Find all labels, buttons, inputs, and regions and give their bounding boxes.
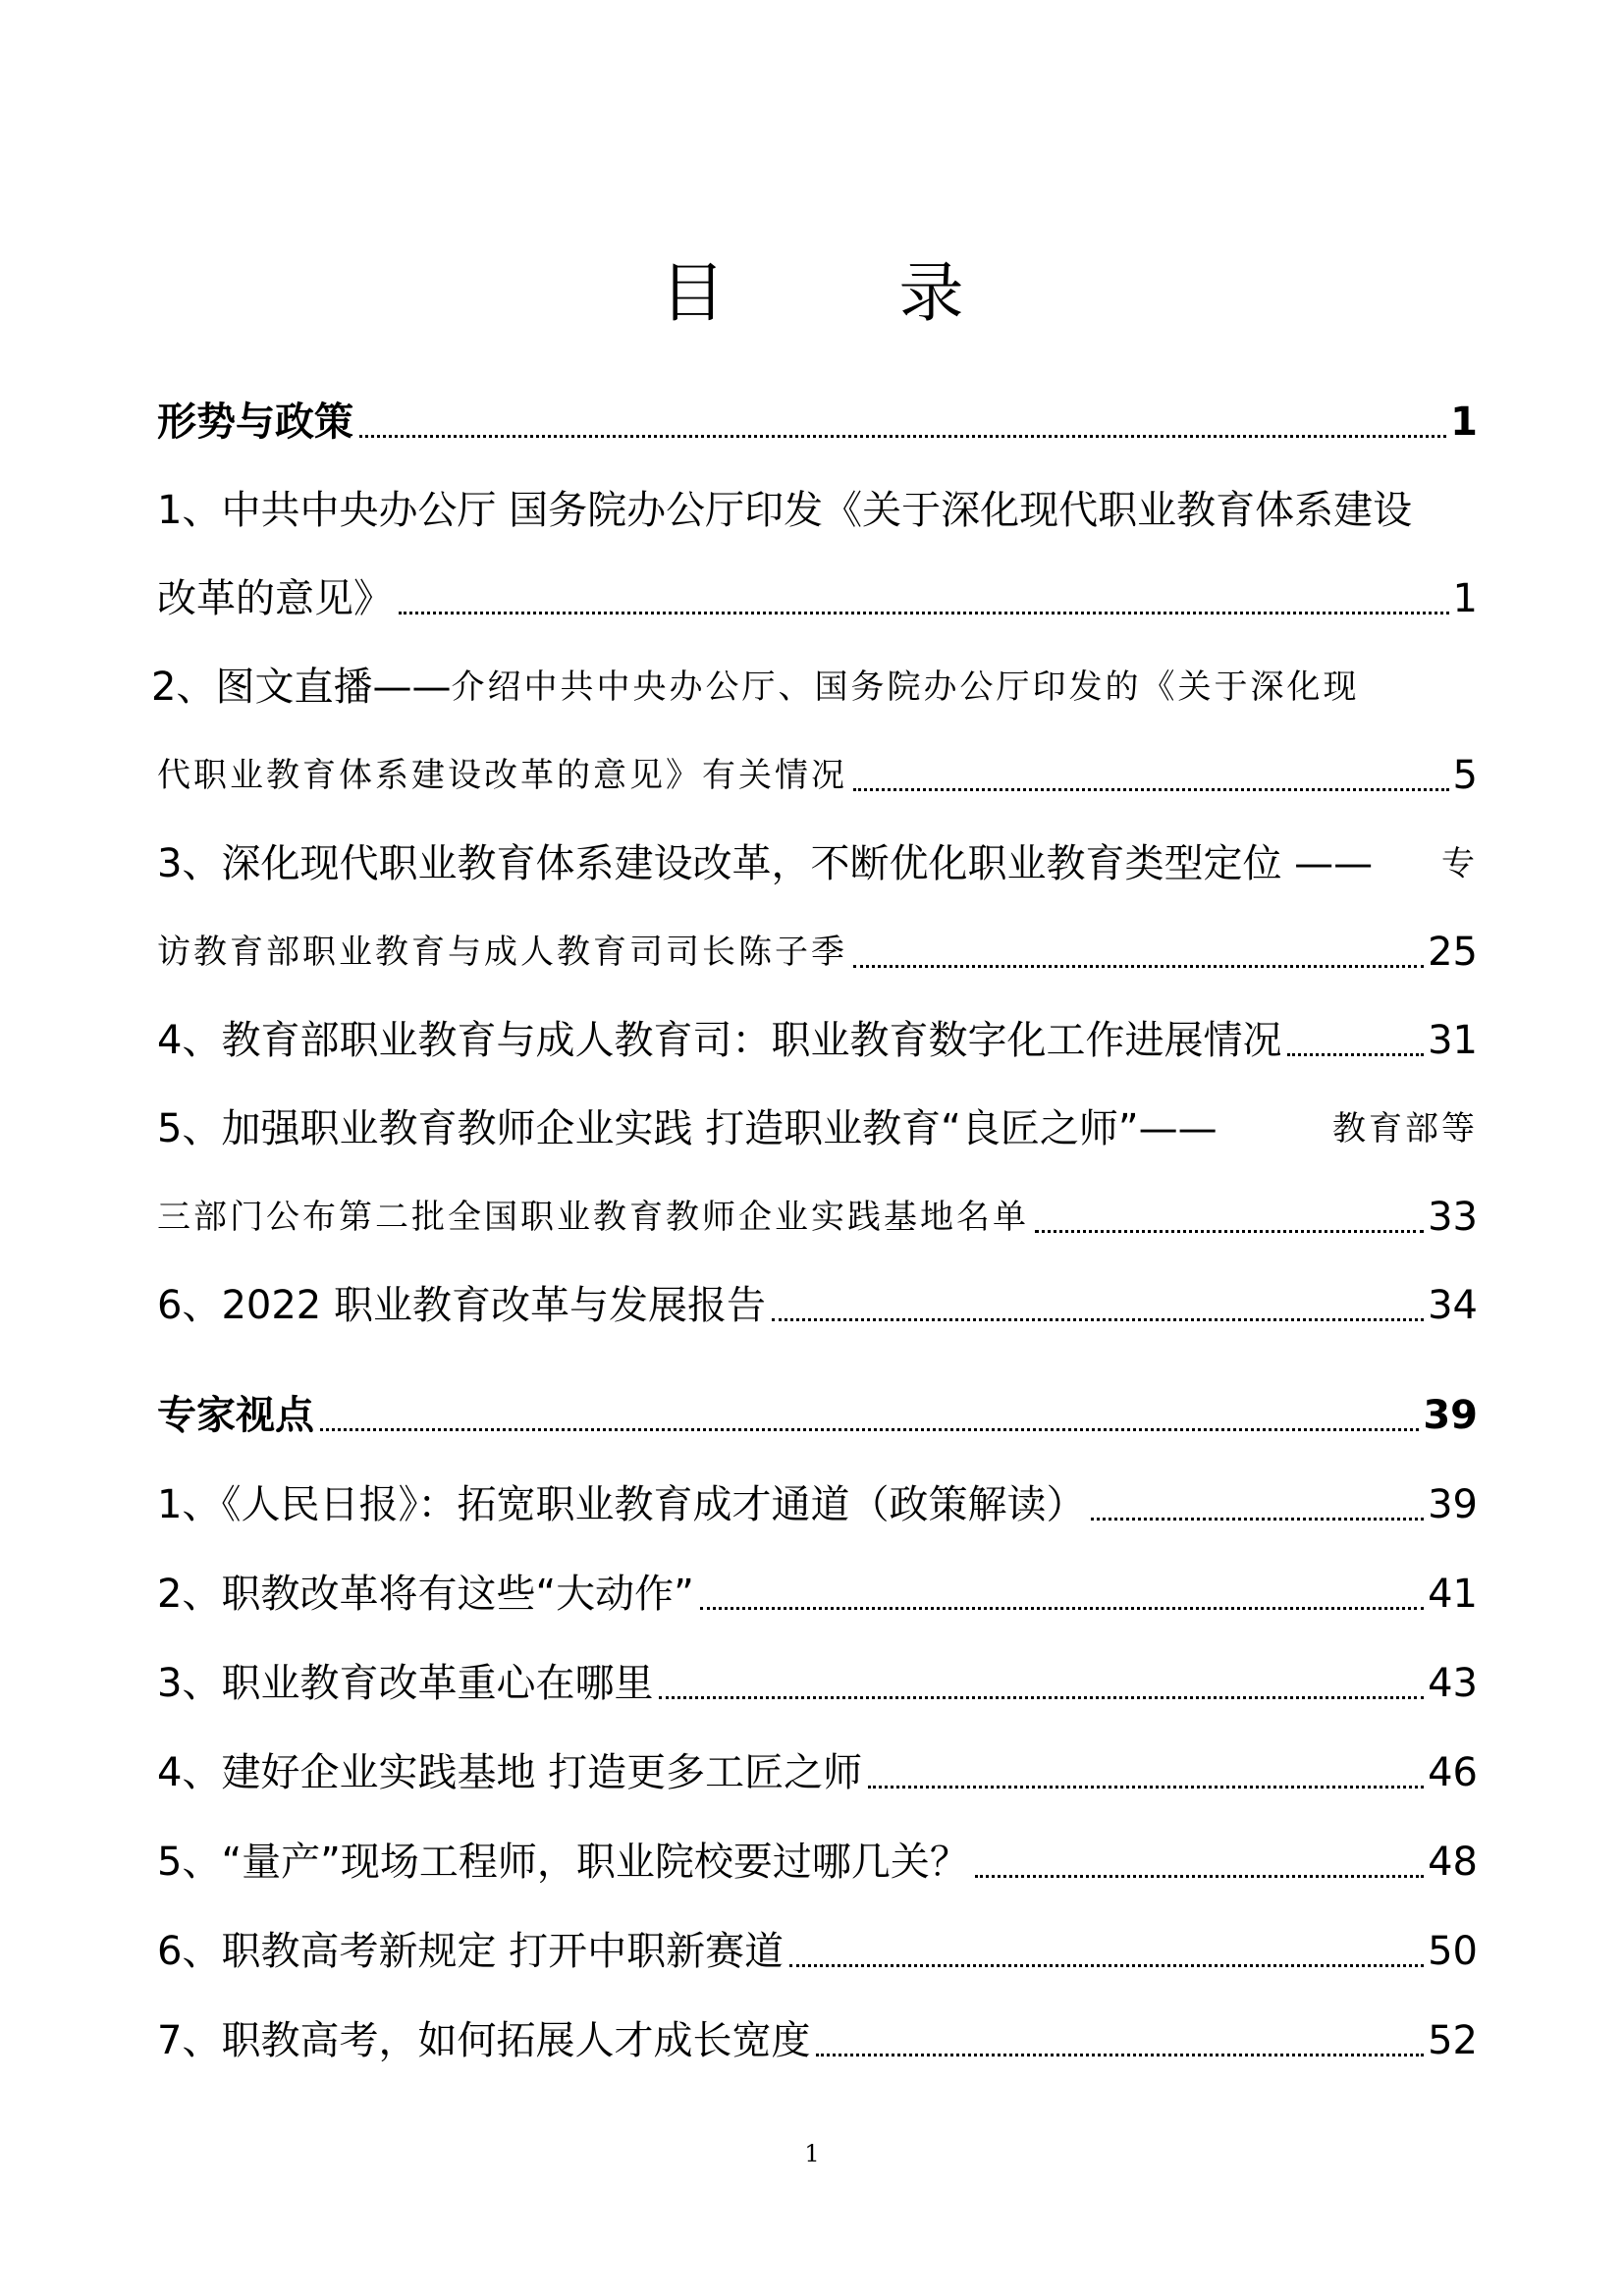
toc-section-heading[interactable] [157, 393, 1478, 452]
toc-leader [320, 1428, 1419, 1431]
toc-section-title: 形势与政策 [157, 400, 353, 445]
toc-page-number: 50 [1428, 1929, 1478, 1974]
toc-page-number: 33 [1428, 1195, 1478, 1240]
toc-entry-text: 5、加强职业教育教师企业实践 打造职业教育“良匠之师”—— [157, 1106, 1218, 1151]
toc-leader [1287, 1053, 1424, 1056]
toc-page-number: 43 [1428, 1661, 1478, 1706]
toc-page-number: 48 [1428, 1840, 1478, 1885]
toc-entry-subtitle: 教育部等 [1332, 1109, 1478, 1148]
toc-entry-text: 3、职业教育改革重心在哪里 [157, 1661, 654, 1706]
page-title: 目 录 [660, 255, 1041, 331]
toc-entry-line[interactable] [157, 1276, 1478, 1335]
toc-section-title: 专家视点 [157, 1393, 314, 1438]
toc-entry-subtitle: 访教育部职业教育与成人教育司司长陈子季 [157, 933, 847, 972]
toc-entry-text: 4、建好企业实践基地 打造更多工匠之师 [157, 1750, 863, 1795]
toc-entry-line[interactable] [157, 1922, 1478, 1981]
toc-entry-line[interactable] [157, 834, 1478, 893]
toc-entry-line[interactable] [157, 2011, 1478, 2070]
toc-entry-subtitle: 专 [1441, 844, 1478, 883]
toc-entry-text: 3、深化现代职业教育体系建设改革，不断优化职业教育类型定位 —— [157, 841, 1374, 886]
toc-page-number: 39 [1428, 1482, 1478, 1527]
toc-entry-line[interactable] [157, 1565, 1478, 1624]
toc-page-number: 25 [1428, 930, 1478, 975]
toc-leader [868, 1786, 1424, 1789]
toc-page-number: 39 [1423, 1393, 1478, 1438]
toc-leader [1035, 1230, 1424, 1233]
toc-page-number: 1 [1450, 400, 1478, 445]
toc-leader [700, 1607, 1424, 1610]
toc-leader [816, 2054, 1424, 2056]
toc-entry-text: 7、职教高考，如何拓展人才成长宽度 [157, 2018, 811, 2063]
toc-leader [853, 965, 1424, 968]
toc-entry-subtitle: 介绍中共中央办公厅、国务院办公厅印发的《关于深化现 [451, 667, 1360, 707]
toc-entry-subtitle: 代职业教育体系建设改革的意见》有关情况 [157, 756, 847, 795]
toc-entry-line[interactable] [157, 1188, 1478, 1247]
toc-entry-line[interactable] [157, 1475, 1478, 1534]
toc-page-number: 31 [1428, 1018, 1478, 1063]
toc-page-number: 34 [1428, 1283, 1478, 1328]
toc-entry-text: 4、教育部职业教育与成人教育司：职业教育数字化工作进展情况 [157, 1018, 1282, 1063]
toc-page-number: 46 [1428, 1750, 1478, 1795]
toc-page-number: 52 [1428, 2018, 1478, 2063]
toc-leader [789, 1964, 1424, 1967]
toc-leader [1091, 1518, 1424, 1521]
toc-entry-subtitle: 三部门公布第二批全国职业教育教师企业实践基地名单 [157, 1198, 1029, 1237]
toc-entry-text: 改革的意见》 [157, 576, 393, 621]
toc-entry-line[interactable] [157, 1833, 1478, 1892]
toc-entry-line[interactable] [151, 658, 1472, 717]
toc-entry-line[interactable] [157, 481, 1478, 540]
toc-entry-line[interactable] [157, 1011, 1478, 1070]
toc-page-number: 1 [1452, 576, 1478, 621]
toc-leader [975, 1875, 1424, 1878]
toc-entry-line[interactable] [157, 569, 1478, 628]
toc-entry-line[interactable] [157, 746, 1478, 805]
toc-entry-line[interactable] [157, 1743, 1478, 1802]
toc-entry-text: 1、《人民日报》：拓宽职业教育成才通道（政策解读） [157, 1482, 1086, 1527]
toc-entry-text: 1、中共中央办公厅 国务院办公厅印发《关于深化现代职业教育体系建设 [157, 488, 1413, 533]
toc-entry-line[interactable] [157, 923, 1478, 982]
toc-leader [853, 788, 1449, 791]
toc-leader [772, 1318, 1424, 1321]
toc-entry-text: 2、图文直播—— [151, 665, 452, 710]
toc-section-heading[interactable] [157, 1386, 1478, 1445]
toc-leader [399, 612, 1449, 614]
toc-entry-text: 6、职教高考新规定 打开中职新赛道 [157, 1929, 785, 1974]
footer-page-number: 1 [804, 2140, 820, 2167]
toc-entry-line[interactable] [157, 1654, 1478, 1713]
toc-leader [659, 1696, 1424, 1699]
toc-leader [359, 435, 1446, 438]
toc-page-number: 41 [1428, 1572, 1478, 1617]
toc-entry-text: 5、“量产”现场工程师，职业院校要过哪几关？ [157, 1840, 969, 1885]
toc-page-number: 5 [1452, 753, 1478, 798]
toc-entry-text: 6、2022 职业教育改革与发展报告 [157, 1283, 766, 1328]
toc-entry-line[interactable] [157, 1099, 1478, 1158]
toc-entry-text: 2、职教改革将有这些“大动作” [157, 1572, 694, 1617]
